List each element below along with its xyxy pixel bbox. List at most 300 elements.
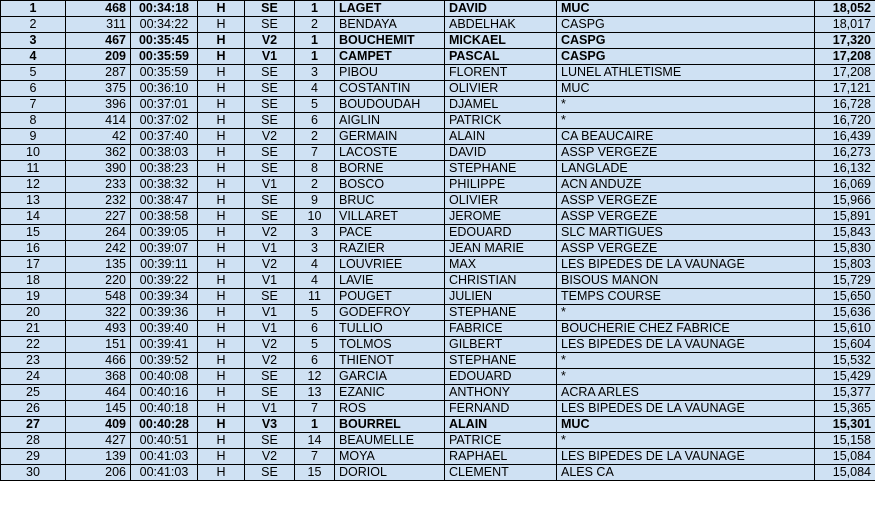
time-cell: 00:38:03 <box>131 145 198 161</box>
first-name-cell: JEROME <box>445 209 557 225</box>
table-row <box>1 417 875 433</box>
time-cell: 00:40:28 <box>131 417 198 433</box>
bib-cell: 548 <box>66 289 131 305</box>
rank-cell: 17 <box>1 257 66 273</box>
category-cell: SE <box>245 17 295 33</box>
club-cell: * <box>557 433 815 449</box>
table-row <box>1 353 875 369</box>
table-row <box>1 209 875 225</box>
time-cell: 00:37:40 <box>131 129 198 145</box>
first-name-cell: OLIVIER <box>445 81 557 97</box>
sex-cell: H <box>198 353 245 369</box>
bib-cell: 466 <box>66 353 131 369</box>
category-rank-cell: 1 <box>295 417 335 433</box>
bib-cell: 368 <box>66 369 131 385</box>
sex-cell: H <box>198 225 245 241</box>
category-rank-cell: 6 <box>295 321 335 337</box>
category-rank-cell: 3 <box>295 241 335 257</box>
club-cell: ALES CA <box>557 465 815 481</box>
last-name-cell: GODEFROY <box>335 305 445 321</box>
category-rank-cell: 5 <box>295 305 335 321</box>
club-cell: * <box>557 97 815 113</box>
last-name-cell: TOLMOS <box>335 337 445 353</box>
category-rank-cell: 7 <box>295 449 335 465</box>
sex-cell: H <box>198 97 245 113</box>
category-cell: SE <box>245 113 295 129</box>
first-name-cell: GILBERT <box>445 337 557 353</box>
table-row <box>1 401 875 417</box>
speed-cell: 15,891 <box>815 209 875 225</box>
category-rank-cell: 5 <box>295 337 335 353</box>
rank-cell: 16 <box>1 241 66 257</box>
sex-cell: H <box>198 465 245 481</box>
speed-cell: 15,636 <box>815 305 875 321</box>
club-cell: ASSP VERGEZE <box>557 193 815 209</box>
category-cell: SE <box>245 145 295 161</box>
rank-cell: 5 <box>1 65 66 81</box>
category-rank-cell: 1 <box>295 49 335 65</box>
table-row <box>1 337 875 353</box>
club-cell: BISOUS MANON <box>557 273 815 289</box>
first-name-cell: MICKAEL <box>445 33 557 49</box>
last-name-cell: BENDAYA <box>335 17 445 33</box>
category-rank-cell: 3 <box>295 225 335 241</box>
first-name-cell: MAX <box>445 257 557 273</box>
bib-cell: 220 <box>66 273 131 289</box>
category-cell: SE <box>245 369 295 385</box>
rank-cell: 9 <box>1 129 66 145</box>
club-cell: MUC <box>557 1 815 17</box>
bib-cell: 206 <box>66 465 131 481</box>
first-name-cell: ANTHONY <box>445 385 557 401</box>
sex-cell: H <box>198 257 245 273</box>
table-row <box>1 161 875 177</box>
last-name-cell: COSTANTIN <box>335 81 445 97</box>
rank-cell: 6 <box>1 81 66 97</box>
bib-cell: 264 <box>66 225 131 241</box>
rank-cell: 7 <box>1 97 66 113</box>
category-rank-cell: 15 <box>295 465 335 481</box>
rank-cell: 29 <box>1 449 66 465</box>
category-cell: V1 <box>245 49 295 65</box>
sex-cell: H <box>198 417 245 433</box>
table-row <box>1 33 875 49</box>
category-cell: SE <box>245 465 295 481</box>
last-name-cell: LACOSTE <box>335 145 445 161</box>
category-cell: V1 <box>245 273 295 289</box>
last-name-cell: ROS <box>335 401 445 417</box>
time-cell: 00:39:34 <box>131 289 198 305</box>
club-cell: TEMPS COURSE <box>557 289 815 305</box>
category-cell: SE <box>245 1 295 17</box>
time-cell: 00:36:10 <box>131 81 198 97</box>
bib-cell: 414 <box>66 113 131 129</box>
last-name-cell: LAVIE <box>335 273 445 289</box>
club-cell: LES BIPEDES DE LA VAUNAGE <box>557 257 815 273</box>
first-name-cell: EDOUARD <box>445 225 557 241</box>
time-cell: 00:37:02 <box>131 113 198 129</box>
sex-cell: H <box>198 81 245 97</box>
last-name-cell: CAMPET <box>335 49 445 65</box>
club-cell: MUC <box>557 81 815 97</box>
bib-cell: 42 <box>66 129 131 145</box>
first-name-cell: STEPHANE <box>445 353 557 369</box>
rank-cell: 26 <box>1 401 66 417</box>
category-cell: V2 <box>245 257 295 273</box>
sex-cell: H <box>198 33 245 49</box>
last-name-cell: BRUC <box>335 193 445 209</box>
results-body <box>1 1 875 481</box>
bib-cell: 135 <box>66 257 131 273</box>
speed-cell: 15,650 <box>815 289 875 305</box>
speed-cell: 16,132 <box>815 161 875 177</box>
rank-cell: 11 <box>1 161 66 177</box>
last-name-cell: PIBOU <box>335 65 445 81</box>
first-name-cell: DAVID <box>445 1 557 17</box>
club-cell: LANGLADE <box>557 161 815 177</box>
sex-cell: H <box>198 193 245 209</box>
club-cell: ACN ANDUZE <box>557 177 815 193</box>
speed-cell: 15,966 <box>815 193 875 209</box>
table-row <box>1 113 875 129</box>
table-row <box>1 305 875 321</box>
table-row <box>1 17 875 33</box>
category-rank-cell: 13 <box>295 385 335 401</box>
category-cell: SE <box>245 81 295 97</box>
category-rank-cell: 4 <box>295 257 335 273</box>
rank-cell: 24 <box>1 369 66 385</box>
last-name-cell: BOUCHEMIT <box>335 33 445 49</box>
rank-cell: 25 <box>1 385 66 401</box>
sex-cell: H <box>198 289 245 305</box>
table-row <box>1 49 875 65</box>
club-cell: CA BEAUCAIRE <box>557 129 815 145</box>
speed-cell: 15,429 <box>815 369 875 385</box>
club-cell: * <box>557 305 815 321</box>
last-name-cell: RAZIER <box>335 241 445 257</box>
club-cell: LUNEL ATHLETISME <box>557 65 815 81</box>
last-name-cell: TULLIO <box>335 321 445 337</box>
club-cell: BOUCHERIE CHEZ FABRICE <box>557 321 815 337</box>
last-name-cell: GERMAIN <box>335 129 445 145</box>
table-row <box>1 145 875 161</box>
category-cell: V2 <box>245 225 295 241</box>
sex-cell: H <box>198 337 245 353</box>
bib-cell: 464 <box>66 385 131 401</box>
last-name-cell: EZANIC <box>335 385 445 401</box>
sex-cell: H <box>198 369 245 385</box>
category-rank-cell: 1 <box>295 33 335 49</box>
table-row <box>1 1 875 17</box>
sex-cell: H <box>198 321 245 337</box>
sex-cell: H <box>198 1 245 17</box>
speed-cell: 15,830 <box>815 241 875 257</box>
category-cell: V1 <box>245 177 295 193</box>
club-cell: SLC MARTIGUES <box>557 225 815 241</box>
speed-cell: 15,301 <box>815 417 875 433</box>
time-cell: 00:40:08 <box>131 369 198 385</box>
category-cell: SE <box>245 433 295 449</box>
category-rank-cell: 5 <box>295 97 335 113</box>
table-row <box>1 369 875 385</box>
first-name-cell: DAVID <box>445 145 557 161</box>
bib-cell: 396 <box>66 97 131 113</box>
category-rank-cell: 12 <box>295 369 335 385</box>
club-cell: ASSP VERGEZE <box>557 145 815 161</box>
rank-cell: 1 <box>1 1 66 17</box>
first-name-cell: RAPHAEL <box>445 449 557 465</box>
category-cell: V3 <box>245 417 295 433</box>
first-name-cell: STEPHANE <box>445 305 557 321</box>
sex-cell: H <box>198 305 245 321</box>
time-cell: 00:39:11 <box>131 257 198 273</box>
rank-cell: 8 <box>1 113 66 129</box>
category-cell: V2 <box>245 129 295 145</box>
first-name-cell: ALAIN <box>445 129 557 145</box>
time-cell: 00:38:32 <box>131 177 198 193</box>
table-row <box>1 321 875 337</box>
club-cell: MUC <box>557 417 815 433</box>
category-cell: SE <box>245 385 295 401</box>
last-name-cell: BORNE <box>335 161 445 177</box>
speed-cell: 15,532 <box>815 353 875 369</box>
sex-cell: H <box>198 113 245 129</box>
time-cell: 00:39:36 <box>131 305 198 321</box>
bib-cell: 467 <box>66 33 131 49</box>
table-row <box>1 273 875 289</box>
speed-cell: 15,803 <box>815 257 875 273</box>
time-cell: 00:38:58 <box>131 209 198 225</box>
bib-cell: 139 <box>66 449 131 465</box>
category-cell: SE <box>245 161 295 177</box>
last-name-cell: AIGLIN <box>335 113 445 129</box>
speed-cell: 17,320 <box>815 33 875 49</box>
table-row <box>1 433 875 449</box>
table-row <box>1 289 875 305</box>
time-cell: 00:39:52 <box>131 353 198 369</box>
time-cell: 00:39:22 <box>131 273 198 289</box>
rank-cell: 19 <box>1 289 66 305</box>
first-name-cell: PATRICE <box>445 433 557 449</box>
category-rank-cell: 6 <box>295 113 335 129</box>
rank-cell: 4 <box>1 49 66 65</box>
last-name-cell: BOUDOUDAH <box>335 97 445 113</box>
club-cell: LES BIPEDES DE LA VAUNAGE <box>557 401 815 417</box>
time-cell: 00:39:07 <box>131 241 198 257</box>
speed-cell: 15,084 <box>815 449 875 465</box>
category-cell: V1 <box>245 321 295 337</box>
first-name-cell: STEPHANE <box>445 161 557 177</box>
category-rank-cell: 4 <box>295 273 335 289</box>
bib-cell: 427 <box>66 433 131 449</box>
speed-cell: 15,843 <box>815 225 875 241</box>
last-name-cell: LOUVRIEE <box>335 257 445 273</box>
category-cell: V1 <box>245 401 295 417</box>
first-name-cell: PATRICK <box>445 113 557 129</box>
sex-cell: H <box>198 17 245 33</box>
time-cell: 00:40:18 <box>131 401 198 417</box>
rank-cell: 23 <box>1 353 66 369</box>
speed-cell: 17,121 <box>815 81 875 97</box>
bib-cell: 375 <box>66 81 131 97</box>
rank-cell: 12 <box>1 177 66 193</box>
time-cell: 00:39:05 <box>131 225 198 241</box>
time-cell: 00:35:59 <box>131 65 198 81</box>
speed-cell: 15,158 <box>815 433 875 449</box>
bib-cell: 242 <box>66 241 131 257</box>
category-rank-cell: 14 <box>295 433 335 449</box>
table-row <box>1 177 875 193</box>
first-name-cell: EDOUARD <box>445 369 557 385</box>
speed-cell: 16,069 <box>815 177 875 193</box>
time-cell: 00:34:22 <box>131 17 198 33</box>
first-name-cell: PHILIPPE <box>445 177 557 193</box>
first-name-cell: FLORENT <box>445 65 557 81</box>
table-row <box>1 97 875 113</box>
sex-cell: H <box>198 209 245 225</box>
time-cell: 00:39:40 <box>131 321 198 337</box>
rank-cell: 28 <box>1 433 66 449</box>
sex-cell: H <box>198 49 245 65</box>
category-rank-cell: 2 <box>295 177 335 193</box>
time-cell: 00:41:03 <box>131 465 198 481</box>
last-name-cell: VILLARET <box>335 209 445 225</box>
category-cell: V2 <box>245 353 295 369</box>
sex-cell: H <box>198 401 245 417</box>
club-cell: CASPG <box>557 49 815 65</box>
sex-cell: H <box>198 273 245 289</box>
category-rank-cell: 7 <box>295 401 335 417</box>
speed-cell: 17,208 <box>815 65 875 81</box>
club-cell: * <box>557 369 815 385</box>
last-name-cell: THIENOT <box>335 353 445 369</box>
sex-cell: H <box>198 177 245 193</box>
rank-cell: 2 <box>1 17 66 33</box>
bib-cell: 227 <box>66 209 131 225</box>
bib-cell: 322 <box>66 305 131 321</box>
club-cell: CASPG <box>557 17 815 33</box>
table-row <box>1 465 875 481</box>
bib-cell: 362 <box>66 145 131 161</box>
bib-cell: 232 <box>66 193 131 209</box>
rank-cell: 22 <box>1 337 66 353</box>
bib-cell: 493 <box>66 321 131 337</box>
club-cell: LES BIPEDES DE LA VAUNAGE <box>557 449 815 465</box>
speed-cell: 15,610 <box>815 321 875 337</box>
category-cell: V1 <box>245 241 295 257</box>
category-rank-cell: 8 <box>295 161 335 177</box>
time-cell: 00:35:59 <box>131 49 198 65</box>
rank-cell: 13 <box>1 193 66 209</box>
speed-cell: 15,729 <box>815 273 875 289</box>
bib-cell: 390 <box>66 161 131 177</box>
first-name-cell: FABRICE <box>445 321 557 337</box>
rank-cell: 20 <box>1 305 66 321</box>
bib-cell: 468 <box>66 1 131 17</box>
category-rank-cell: 10 <box>295 209 335 225</box>
last-name-cell: MOYA <box>335 449 445 465</box>
speed-cell: 15,604 <box>815 337 875 353</box>
category-cell: V2 <box>245 33 295 49</box>
table-row <box>1 385 875 401</box>
time-cell: 00:38:47 <box>131 193 198 209</box>
table-row <box>1 65 875 81</box>
bib-cell: 409 <box>66 417 131 433</box>
category-rank-cell: 7 <box>295 145 335 161</box>
first-name-cell: CLEMENT <box>445 465 557 481</box>
category-cell: SE <box>245 193 295 209</box>
first-name-cell: ALAIN <box>445 417 557 433</box>
category-rank-cell: 11 <box>295 289 335 305</box>
category-rank-cell: 4 <box>295 81 335 97</box>
sex-cell: H <box>198 161 245 177</box>
category-cell: V1 <box>245 305 295 321</box>
rank-cell: 10 <box>1 145 66 161</box>
speed-cell: 16,728 <box>815 97 875 113</box>
time-cell: 00:38:23 <box>131 161 198 177</box>
bib-cell: 151 <box>66 337 131 353</box>
sex-cell: H <box>198 433 245 449</box>
speed-cell: 15,377 <box>815 385 875 401</box>
speed-cell: 18,017 <box>815 17 875 33</box>
club-cell: ASSP VERGEZE <box>557 209 815 225</box>
category-rank-cell: 9 <box>295 193 335 209</box>
speed-cell: 16,439 <box>815 129 875 145</box>
sex-cell: H <box>198 449 245 465</box>
last-name-cell: POUGET <box>335 289 445 305</box>
club-cell: ACRA ARLES <box>557 385 815 401</box>
category-rank-cell: 3 <box>295 65 335 81</box>
rank-cell: 18 <box>1 273 66 289</box>
last-name-cell: LAGET <box>335 1 445 17</box>
speed-cell: 15,084 <box>815 465 875 481</box>
time-cell: 00:40:16 <box>131 385 198 401</box>
last-name-cell: DORIOL <box>335 465 445 481</box>
rank-cell: 30 <box>1 465 66 481</box>
time-cell: 00:41:03 <box>131 449 198 465</box>
bib-cell: 233 <box>66 177 131 193</box>
first-name-cell: OLIVIER <box>445 193 557 209</box>
table-row <box>1 129 875 145</box>
club-cell: * <box>557 113 815 129</box>
club-cell: ASSP VERGEZE <box>557 241 815 257</box>
first-name-cell: ABDELHAK <box>445 17 557 33</box>
sex-cell: H <box>198 145 245 161</box>
rank-cell: 14 <box>1 209 66 225</box>
first-name-cell: PASCAL <box>445 49 557 65</box>
club-cell: * <box>557 353 815 369</box>
category-cell: SE <box>245 209 295 225</box>
table-row <box>1 193 875 209</box>
rank-cell: 21 <box>1 321 66 337</box>
first-name-cell: JEAN MARIE <box>445 241 557 257</box>
category-rank-cell: 1 <box>295 1 335 17</box>
time-cell: 00:39:41 <box>131 337 198 353</box>
sex-cell: H <box>198 241 245 257</box>
sex-cell: H <box>198 129 245 145</box>
table-row <box>1 81 875 97</box>
speed-cell: 17,208 <box>815 49 875 65</box>
time-cell: 00:34:18 <box>131 1 198 17</box>
club-cell: LES BIPEDES DE LA VAUNAGE <box>557 337 815 353</box>
table-row <box>1 449 875 465</box>
speed-cell: 18,052 <box>815 1 875 17</box>
first-name-cell: JULIEN <box>445 289 557 305</box>
first-name-cell: CHRISTIAN <box>445 273 557 289</box>
bib-cell: 287 <box>66 65 131 81</box>
category-cell: SE <box>245 65 295 81</box>
speed-cell: 16,720 <box>815 113 875 129</box>
